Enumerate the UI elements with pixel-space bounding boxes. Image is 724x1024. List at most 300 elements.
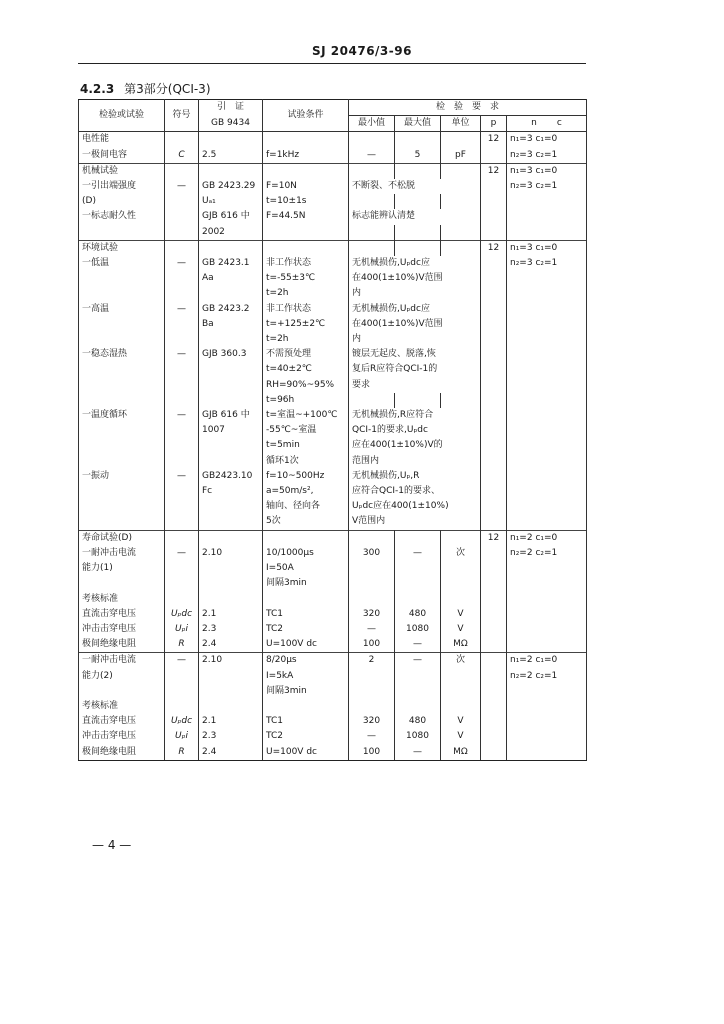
cell-nc [507,745,587,761]
cell-max [395,669,441,684]
col-nc-header [507,116,587,132]
cell-unit [441,576,481,591]
cell-min: 300 [349,546,395,561]
cell-item [79,484,165,499]
table-row [79,256,587,271]
cell-nc [507,484,587,499]
cell-item: (D) [79,194,165,209]
cell-conditions: I=5kA [263,669,349,684]
cell-unit [441,561,481,576]
cell-nc [507,271,587,286]
cell-conditions: 8/20μs [263,653,349,669]
table-row [79,148,587,164]
cell-nc [507,454,587,469]
cell-max [395,576,441,591]
cell-min [349,561,395,576]
cell-reference [199,378,263,393]
cell-symbol [165,514,199,529]
cell-reference: GB2423.10 [199,469,263,484]
cell-item: 考核标准 [79,592,165,607]
cell-unit [441,393,481,408]
cell-item: 一振动 [79,469,165,484]
table-row [79,302,587,317]
cell-symbol [165,286,199,301]
cell-max [395,699,441,714]
cell-symbol [165,438,199,453]
cell-conditions: t=5min [263,438,349,453]
cell-reference [199,592,263,607]
cell-item [79,271,165,286]
cell-min: 2 [349,653,395,669]
cell-p [481,653,507,669]
table-row [79,438,587,453]
cell-symbol [165,225,199,241]
cell-reference [199,240,263,256]
table-row [79,286,587,301]
cell-nc: n₂=3 c₂=1 [507,148,587,164]
table-row [79,362,587,377]
cell-reference [199,530,263,546]
cell-p [481,561,507,576]
cell-unit: pF [441,148,481,164]
table-row [79,653,587,669]
cell-min: 范围内 [349,454,481,469]
cell-max: — [395,653,441,669]
cell-conditions: 轴向、径向各 [263,499,349,514]
cell-min: 标志能辨认清楚 [349,209,481,224]
section-number: 4.2.3 [80,82,115,96]
cell-conditions: TC1 [263,607,349,622]
cell-reference: 2.10 [199,653,263,669]
cell-unit: V [441,714,481,729]
cell-reference [199,332,263,347]
cell-max [395,240,441,256]
cell-item [79,225,165,241]
cell-nc [507,576,587,591]
table-row [79,332,587,347]
cell-max: 480 [395,714,441,729]
cell-reference [199,362,263,377]
cell-unit: V [441,607,481,622]
cell-symbol: R [165,745,199,761]
cell-conditions: 10/1000μs [263,546,349,561]
cell-symbol: — [165,256,199,271]
cell-nc [507,514,587,529]
cell-nc [507,622,587,637]
cell-p [481,684,507,699]
table-row [79,699,587,714]
cell-symbol: Uₚi [165,729,199,744]
cell-nc [507,438,587,453]
table-row [79,669,587,684]
cell-symbol: — [165,408,199,423]
cell-item [79,576,165,591]
cell-max [395,561,441,576]
cell-p [481,438,507,453]
cell-p [481,393,507,408]
cell-nc: n₁=3 c₁=0 [507,132,587,148]
cell-min: 无机械损伤,Uₚdc应 [349,302,481,317]
cell-p [481,148,507,164]
cell-item: 极间绝缘电阻 [79,637,165,653]
cell-conditions [263,592,349,607]
cell-item: 直流击穿电压 [79,607,165,622]
table-row [79,132,587,148]
cell-conditions: U=100V dc [263,745,349,761]
cell-reference: 2.1 [199,607,263,622]
cell-p [481,423,507,438]
cell-item [79,393,165,408]
cell-p [481,592,507,607]
cell-p [481,362,507,377]
cell-symbol [165,484,199,499]
cell-min: 在400(1±10%)V范围 [349,271,481,286]
table-row [79,271,587,286]
cell-min: 无机械损伤,Uₚ,R [349,469,481,484]
col-c-header: c [556,118,562,129]
cell-nc [507,607,587,622]
cell-item: 直流击穿电压 [79,714,165,729]
cell-unit: MΩ [441,637,481,653]
col-min-header: 最小值 [349,116,395,132]
cell-symbol [165,423,199,438]
cell-nc [507,194,587,209]
cell-symbol: R [165,637,199,653]
cell-conditions: t=10±1s [263,194,349,209]
cell-item [79,454,165,469]
cell-reference [199,669,263,684]
cell-item: 电性能 [79,132,165,148]
cell-min [349,163,395,179]
cell-item [79,317,165,332]
cell-item [79,286,165,301]
cell-symbol: Uₚi [165,622,199,637]
cell-reference [199,684,263,699]
cell-conditions: TC2 [263,622,349,637]
cell-min: 无机械损伤,Uₚdc应 [349,256,481,271]
cell-min [349,132,395,148]
cell-p [481,499,507,514]
cell-min: 内 [349,286,481,301]
cell-min: 应符合QCI-1的要求、 [349,484,481,499]
cell-min: — [349,729,395,744]
cell-p [481,669,507,684]
cell-unit: 次 [441,546,481,561]
cell-min: 320 [349,714,395,729]
cell-nc [507,729,587,744]
cell-min: 应在400(1±10%)V的 [349,438,481,453]
cell-conditions: t=96h [263,393,349,408]
cell-conditions: U=100V dc [263,637,349,653]
cell-reference: 2.3 [199,729,263,744]
cell-symbol [165,592,199,607]
table-row [79,561,587,576]
cell-max: 1080 [395,622,441,637]
cell-reference [199,286,263,301]
cell-min [349,194,395,209]
cell-unit [441,240,481,256]
cell-symbol: — [165,302,199,317]
table-row [79,530,587,546]
cell-conditions [263,530,349,546]
cell-item: 能力(2) [79,669,165,684]
cell-item: 一引出端强度 [79,179,165,194]
cell-min: 无机械损伤,R应符合 [349,408,481,423]
cell-nc [507,225,587,241]
cell-p [481,271,507,286]
cell-p [481,256,507,271]
cell-symbol: — [165,179,199,194]
cell-item: 一耐冲击电流 [79,653,165,669]
cell-reference: 2.4 [199,745,263,761]
cell-min: — [349,148,395,164]
cell-nc [507,408,587,423]
cell-max [395,684,441,699]
cell-item [79,684,165,699]
cell-conditions: t=2h [263,332,349,347]
cell-min: Uₚdc应在400(1±10%) [349,499,481,514]
cell-unit [441,194,481,209]
cell-nc [507,592,587,607]
col-n-header: n [531,118,537,129]
cell-symbol: C [165,148,199,164]
cell-symbol [165,209,199,224]
section-title: 第3部分(QCI-3) [124,82,211,96]
cell-min [349,530,395,546]
cell-conditions: f=1kHz [263,148,349,164]
cell-item: 极间绝缘电阻 [79,745,165,761]
cell-reference: 2.5 [199,148,263,164]
cell-conditions [263,240,349,256]
cell-reference: GB 2423.2 [199,302,263,317]
cell-item [79,378,165,393]
table-row [79,546,587,561]
cell-symbol [165,378,199,393]
cell-conditions [263,132,349,148]
cell-conditions: 非工作状态 [263,302,349,317]
cell-unit: V [441,622,481,637]
cell-reference [199,454,263,469]
cell-min [349,225,395,241]
cell-conditions: TC2 [263,729,349,744]
cell-nc [507,714,587,729]
section-heading [80,80,211,97]
cell-item: 冲击击穿电压 [79,622,165,637]
cell-min: 在400(1±10%)V范围 [349,317,481,332]
cell-min [349,576,395,591]
table-row [79,729,587,744]
cell-min [349,240,395,256]
cell-max: 1080 [395,729,441,744]
cell-max: — [395,637,441,653]
cell-symbol [165,271,199,286]
cell-min: 100 [349,745,395,761]
cell-min: 不断裂、不松脱 [349,179,481,194]
cell-reference [199,576,263,591]
cell-p: 12 [481,530,507,546]
cell-p [481,714,507,729]
cell-nc [507,362,587,377]
cell-item: 机械试验 [79,163,165,179]
cell-item: 一标志耐久性 [79,209,165,224]
cell-p: 12 [481,240,507,256]
cell-symbol [165,240,199,256]
cell-conditions: t=2h [263,286,349,301]
cell-min: 内 [349,332,481,347]
cell-reference: Ba [199,317,263,332]
cell-symbol [165,393,199,408]
table-body [79,132,587,760]
cell-max [395,225,441,241]
cell-reference: 1007 [199,423,263,438]
cell-reference: 2.4 [199,637,263,653]
cell-min: V范围内 [349,514,481,529]
table-header [79,100,587,132]
table-row [79,179,587,194]
cell-min: QCI-1的要求,Uₚdc [349,423,481,438]
cell-symbol: Uₚdc [165,714,199,729]
cell-unit [441,699,481,714]
cell-symbol [165,132,199,148]
cell-conditions: F=10N [263,179,349,194]
cell-p [481,469,507,484]
cell-max [395,132,441,148]
cell-item [79,332,165,347]
cell-reference [199,132,263,148]
cell-p [481,484,507,499]
cell-reference: GB 2423.29 [199,179,263,194]
cell-nc: n₁=2 c₁=0 [507,530,587,546]
cell-symbol [165,499,199,514]
cell-max [395,592,441,607]
cell-reference: Fc [199,484,263,499]
cell-item: 冲击击穿电压 [79,729,165,744]
cell-nc [507,561,587,576]
col-ref-header-bottom: GB 9434 [199,116,263,132]
cell-conditions: I=50A [263,561,349,576]
table-row [79,393,587,408]
table-row [79,484,587,499]
cell-nc [507,469,587,484]
cell-conditions: F=44.5N [263,209,349,224]
cell-p [481,408,507,423]
cell-symbol: Uₚdc [165,607,199,622]
cell-p [481,209,507,224]
cell-max [395,163,441,179]
cell-min: 复后R应符合QCI-1的 [349,362,481,377]
table-row [79,454,587,469]
cell-reference [199,514,263,529]
cell-item: 寿命试验(D) [79,530,165,546]
cell-unit [441,225,481,241]
col-item-header: 检验或试验 [79,100,165,132]
cell-symbol: — [165,546,199,561]
cell-conditions: 非工作状态 [263,256,349,271]
cell-max [395,194,441,209]
cell-unit [441,163,481,179]
table-row [79,576,587,591]
cell-conditions: 间隔3min [263,684,349,699]
table-row [79,194,587,209]
cell-symbol [165,530,199,546]
cell-nc: n₂=3 c₂=1 [507,179,587,194]
cell-conditions: t=+125±2℃ [263,317,349,332]
cell-symbol [165,684,199,699]
cell-item [79,438,165,453]
cell-reference [199,393,263,408]
cell-unit [441,669,481,684]
table-row [79,347,587,362]
cell-min: 100 [349,637,395,653]
cell-nc [507,302,587,317]
cell-conditions: t=40±2℃ [263,362,349,377]
cell-reference: 2.3 [199,622,263,637]
cell-p [481,576,507,591]
cell-reference: GB 2423.1 [199,256,263,271]
cell-conditions: t=-55±3℃ [263,271,349,286]
table-row [79,378,587,393]
cell-p [481,317,507,332]
cell-conditions: 间隔3min [263,576,349,591]
table-row [79,163,587,179]
cell-nc: n₂=2 c₂=1 [507,546,587,561]
cell-symbol: — [165,653,199,669]
cell-symbol: — [165,469,199,484]
table-row [79,225,587,241]
cell-unit [441,132,481,148]
cell-reference: Uₐ₁ [199,194,263,209]
table-row [79,514,587,529]
table-row [79,499,587,514]
cell-symbol [165,317,199,332]
spec-table-wrapper [78,99,586,761]
cell-min [349,393,395,408]
col-unit-header: 单位 [441,116,481,132]
cell-p [481,286,507,301]
table-row [79,637,587,653]
cell-nc: n₁=3 c₁=0 [507,240,587,256]
cell-p [481,622,507,637]
cell-nc: n₁=3 c₁=0 [507,163,587,179]
cell-item [79,423,165,438]
table-row [79,423,587,438]
cell-conditions: t=室温~+100℃ [263,408,349,423]
table-row [79,622,587,637]
cell-min [349,699,395,714]
col-ref-header-top: 引 证 [199,100,263,116]
cell-reference [199,499,263,514]
cell-nc [507,499,587,514]
cell-unit: MΩ [441,745,481,761]
table-row [79,592,587,607]
cell-item: 能力(1) [79,561,165,576]
cell-conditions: 不需预处理 [263,347,349,362]
cell-reference [199,163,263,179]
cell-conditions: f=10~500Hz [263,469,349,484]
table-row [79,408,587,423]
col-symbol-header: 符号 [165,100,199,132]
cell-item [79,362,165,377]
cell-p [481,454,507,469]
cell-reference [199,438,263,453]
cell-symbol [165,332,199,347]
cell-unit [441,684,481,699]
cell-symbol [165,699,199,714]
cell-nc [507,332,587,347]
cell-max: — [395,745,441,761]
cell-reference: Aa [199,271,263,286]
cell-min [349,592,395,607]
